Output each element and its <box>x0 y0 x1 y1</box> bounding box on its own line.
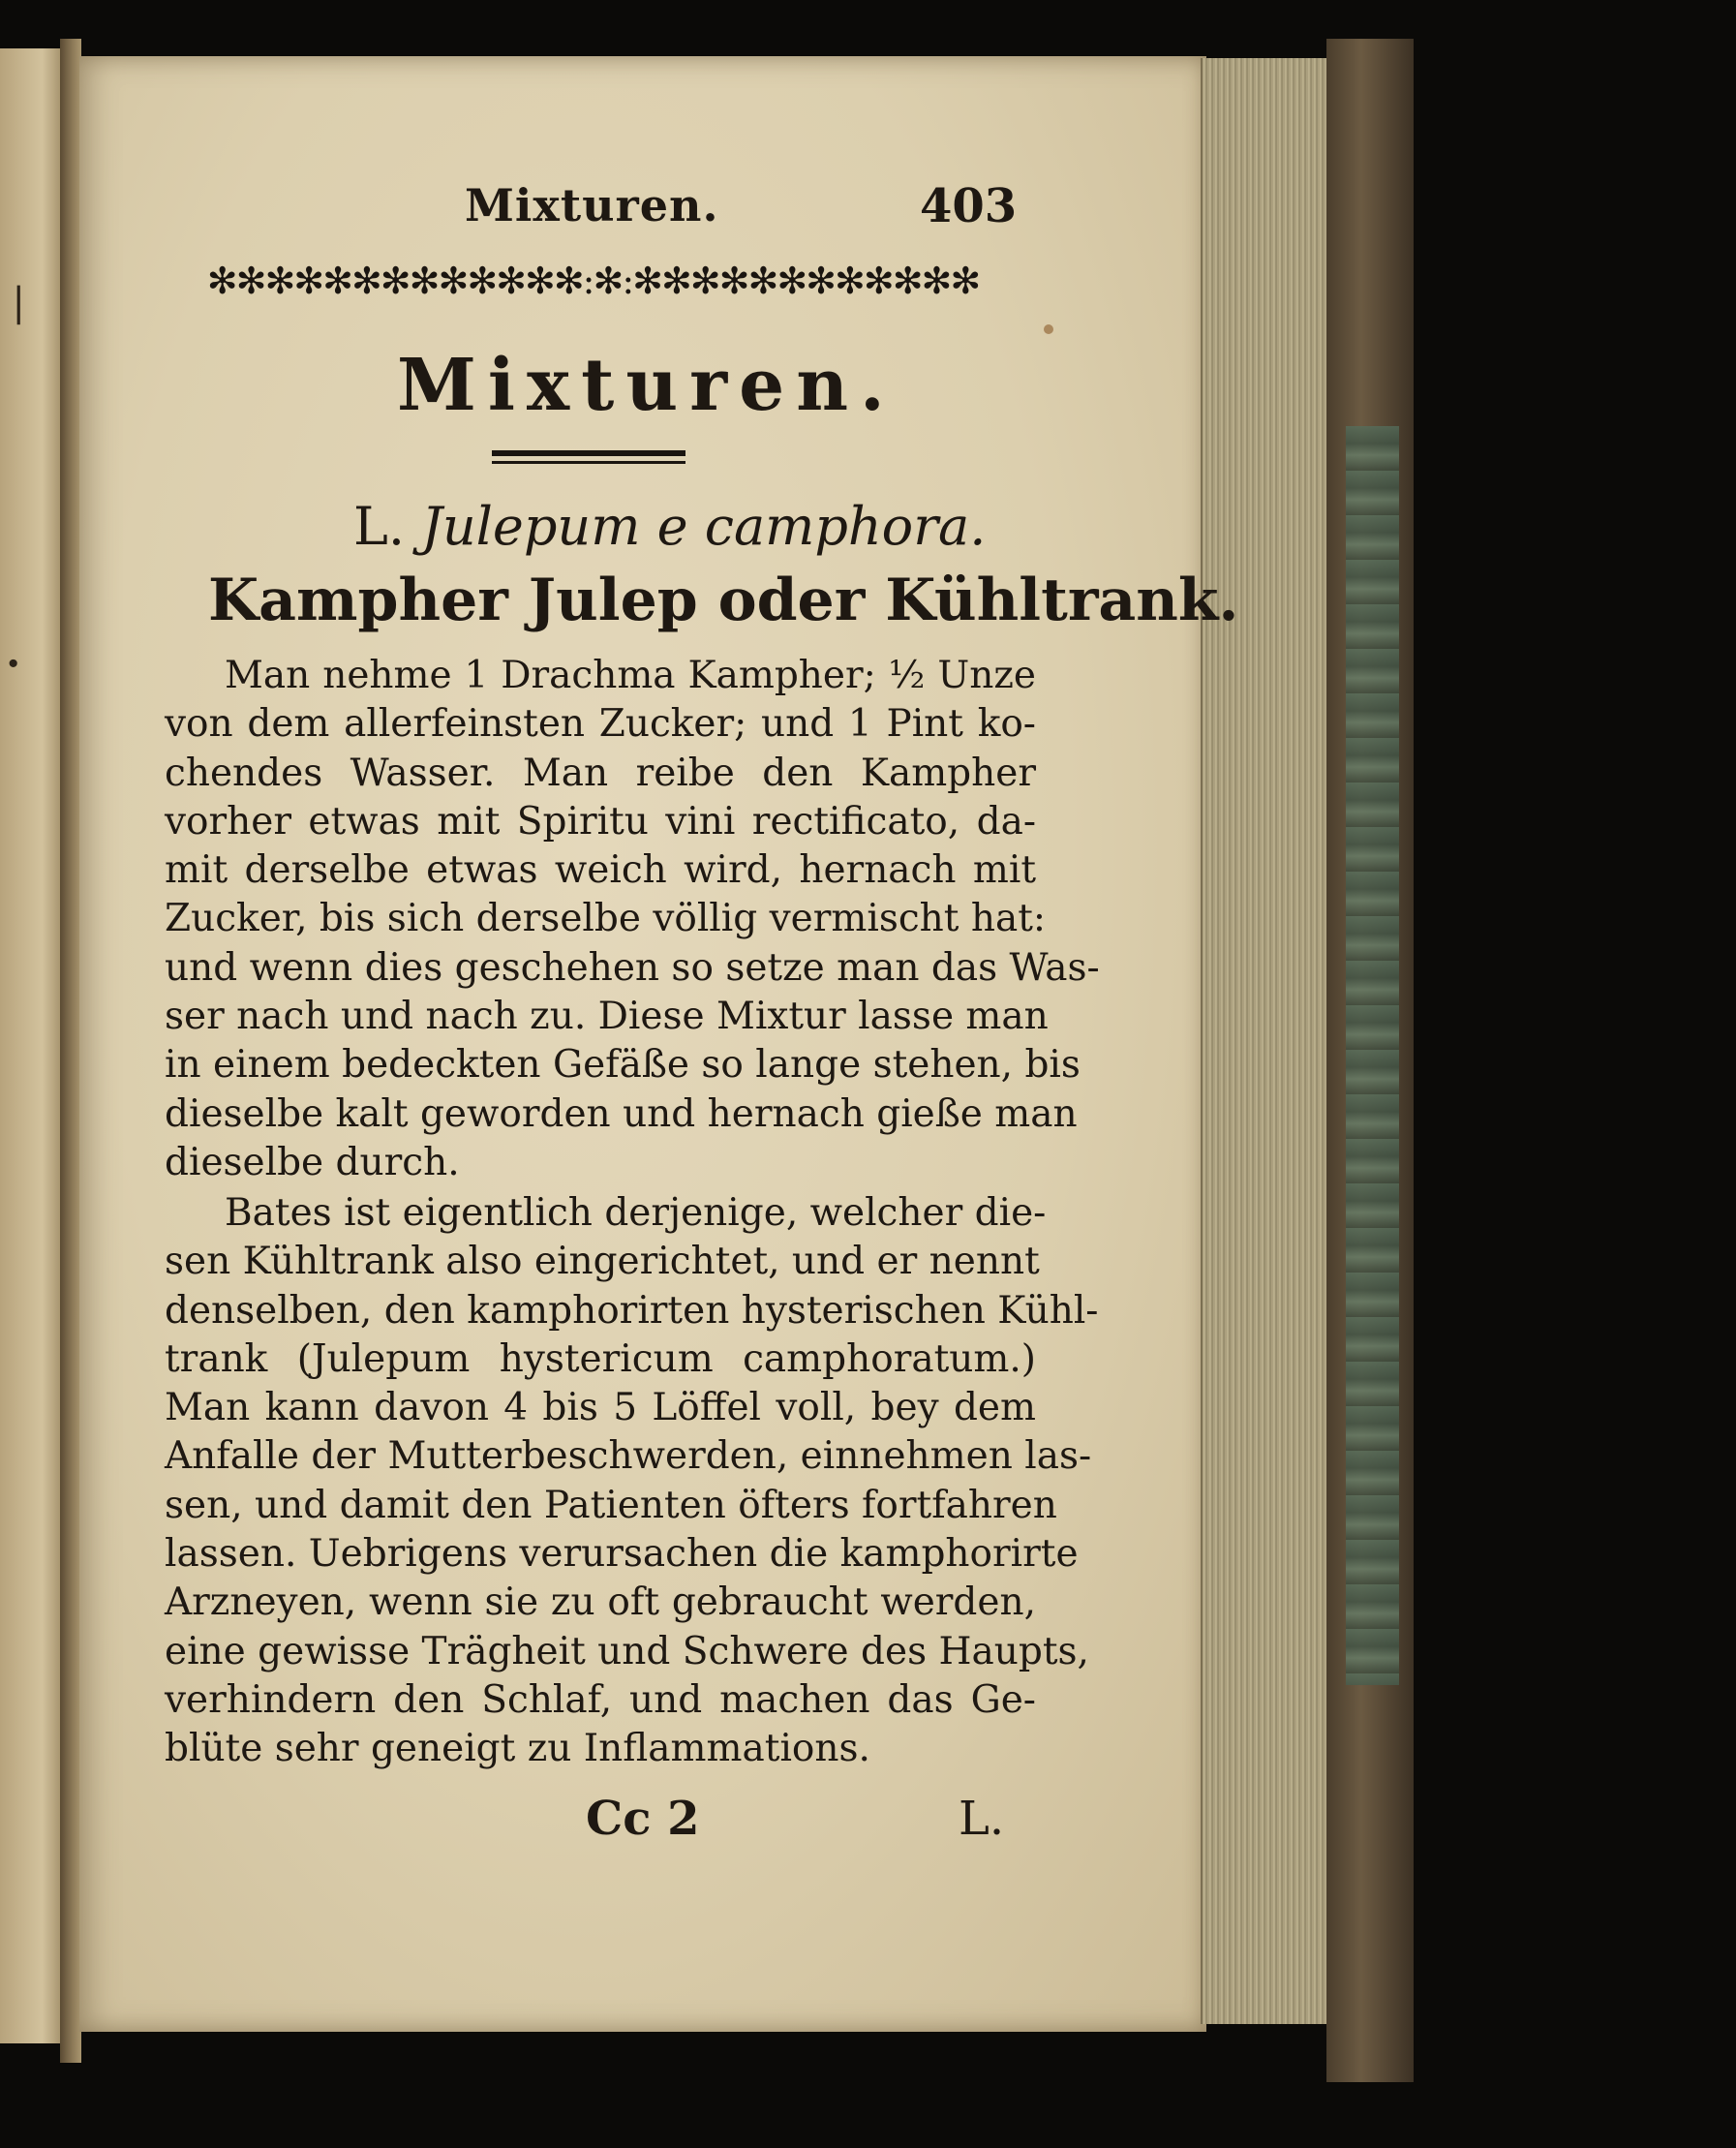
text-line: Man kann davon 4 bis 5 Löffel voll, bey dem <box>165 1386 1036 1430</box>
title-rule-thin <box>492 461 685 464</box>
text-line: Arzneyen, wenn sie zu oft gebraucht werden, <box>165 1580 1036 1625</box>
text-line: dieselbe durch. <box>165 1140 460 1184</box>
text-line: von dem allerfeinsten Zucker; und 1 Pint ko- <box>165 702 1036 747</box>
text-line: vorher etwas mit Spiritu vini rectificato, da- <box>165 799 1036 844</box>
text-line: sen, und damit den Patienten öfters fortfahren <box>165 1483 1057 1527</box>
text-line: blüte sehr geneigt zu Inflammations. <box>165 1727 870 1771</box>
text-line: sen Kühltrank also eingerichtet, und er nennt <box>165 1240 1040 1284</box>
chapter-title: Mixturen. <box>397 344 897 427</box>
signature-mark: Cc 2 <box>586 1792 700 1846</box>
text-line: Man nehme 1 Drachma Kampher; ½ Unze <box>225 654 1036 697</box>
text-line: chendes Wasser. Man reibe den Kampher <box>165 751 1036 795</box>
text-line: und wenn dies geschehen so setze man das Was- <box>165 945 1100 990</box>
text-line: mit derselbe etwas weich wird, hernach mit <box>165 848 1036 893</box>
facing-page-glyph: · <box>6 639 21 689</box>
page-block-edges <box>1201 58 1328 2024</box>
paragraph-recipe <box>165 652 1100 1187</box>
stain-spot <box>1044 324 1053 334</box>
text-line: dieselbe kalt geworden und hernach gieße man <box>165 1091 1078 1136</box>
text-line: Bates ist eigentlich derjenige, welcher die- <box>225 1191 1047 1235</box>
text-line: lassen. Uebrigens verursachen die kamphorirte <box>165 1532 1079 1577</box>
text-line: verhindern den Schlaf, und machen das Ge- <box>165 1677 1036 1722</box>
text-line: in einem bedeckten Gefäße so lange stehen, bis <box>165 1043 1081 1088</box>
cover-board <box>1326 39 1414 2082</box>
section-subtitle: Kampher Julep oder Kühltrank. <box>208 567 1239 634</box>
section-number: L. <box>353 496 406 557</box>
text-line: trank (Julepum hystericum camphoratum.) <box>165 1336 1036 1381</box>
facing-page-edge <box>0 48 62 2043</box>
section-latin-name: Julepum e camphora. <box>421 496 987 557</box>
ornament-band: ✻✻✻✻✻✻✻✻✻✻✻✻✻:✻:✻✻✻✻✻✻✻✻✻✻✻✻ <box>206 260 980 302</box>
facing-page-glyph: ᛁ <box>6 281 32 330</box>
page-number: 403 <box>920 179 1018 233</box>
title-rule <box>492 450 685 456</box>
text-line: Anfalle der Mutterbeschwerden, einnehmen las- <box>165 1434 1092 1479</box>
text-line: ser nach und nach zu. Diese Mixtur lasse man <box>165 995 1049 1039</box>
binding-gutter <box>60 39 81 2063</box>
section-heading <box>353 496 986 557</box>
catchword: L. <box>959 1792 1005 1846</box>
text-line: denselben, den kamphorirten hysterischen Kühl- <box>165 1288 1099 1333</box>
paragraph-commentary <box>165 1189 1099 1774</box>
text-line: Zucker, bis sich derselbe völlig vermischt hat: <box>165 897 1047 941</box>
text-line: eine gewisse Trägheit und Schwere des Haupts, <box>165 1629 1089 1673</box>
running-head: Mixturen. <box>465 179 719 231</box>
